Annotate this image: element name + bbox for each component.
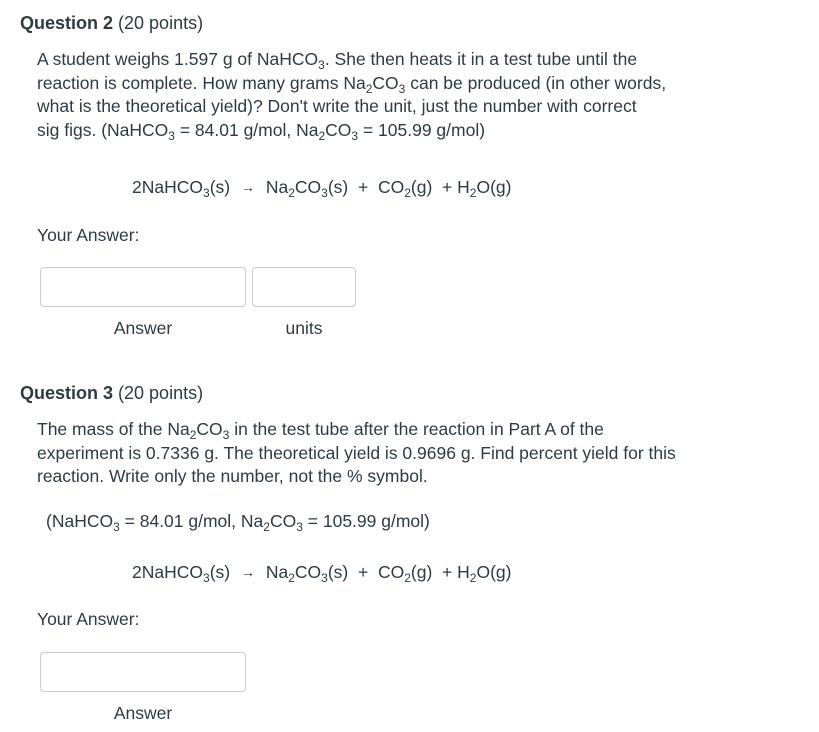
question-3-points: (20 points) <box>118 383 204 403</box>
reaction-arrow-icon: → <box>240 564 255 580</box>
question-3-text <box>37 418 777 489</box>
reaction-arrow-icon: → <box>240 179 255 195</box>
question-2-line-1: A student weighs 1.597 g of NaHCO$_3$. She then heats it in a test tube until the <box>37 49 638 72</box>
question-2-units-input[interactable] <box>252 267 356 307</box>
question-2-text <box>37 48 777 142</box>
question-2-answer-label: Answer <box>113 318 173 338</box>
question-2-line-3: what is the theoretical yield)? Don't write the unit, just the number with correct <box>37 96 637 116</box>
question-3-answer-label: Answer <box>113 703 173 723</box>
question-2-answer-input[interactable] <box>40 267 246 307</box>
question-3-molar-masses: (NaHCO$_3$ = 84.01 g/mol, $Na_2CO_3 = 105.99$ g/mol) <box>46 511 430 534</box>
question-2-points: (20 points) <box>118 13 204 33</box>
question-3-line-3: reaction. Write only the number, not the % symbol. <box>37 466 428 486</box>
question-3-your-answer-label: Your Answer: <box>37 609 140 629</box>
question-3-line-1: The mass of the $Na_2CO_3$ in the test tube after the reaction in Part A of the <box>37 419 604 442</box>
question-3-title: Question 3 <box>20 383 114 403</box>
question-2-equation: 2NaHCO$_3$(s) → $Na_2CO_3(s) + CO_2(g) + H_2O(g)$ <box>132 177 512 200</box>
question-3-equation: 2NaHCO$_3$(s) → $Na_2CO_3(s) + CO_2(g) + H_2O(g)$ <box>132 562 512 585</box>
question-2-title: Question 2 <box>20 13 114 33</box>
question-2-units-label: units <box>285 318 323 338</box>
question-3-header <box>20 382 203 404</box>
question-2-line-4: sig figs. (NaHCO$_3$ = 84.01 g/mol, $Na_2CO_3 = 105.99$ g/mol) <box>37 119 486 143</box>
question-3-line-2: experiment is 0.7336 g. The theoretical yield is 0.9696 g. Find percent yield for this <box>37 442 676 463</box>
question-2-line-2: reaction is complete. How many grams $Na_2CO_3$ can be produced (in other words, <box>37 72 667 96</box>
question-3-answer-input[interactable] <box>40 652 246 692</box>
question-2-header <box>20 12 203 34</box>
question-2-your-answer-label: Your Answer: <box>37 225 140 245</box>
